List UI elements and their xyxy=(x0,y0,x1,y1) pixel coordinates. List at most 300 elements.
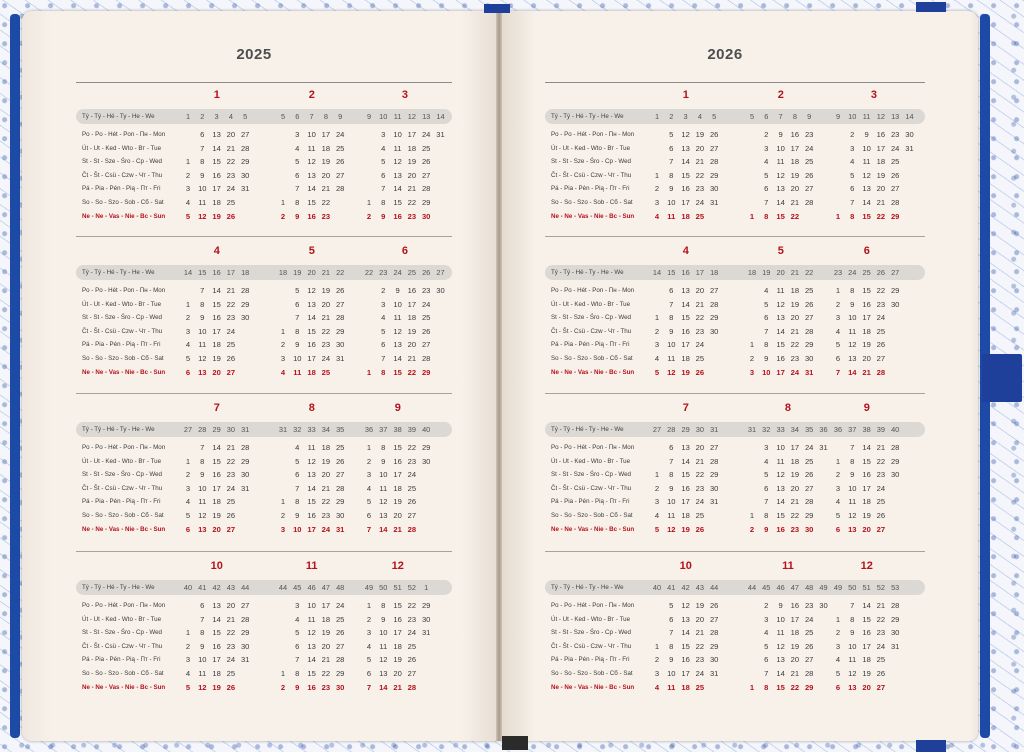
week-number: 4 xyxy=(228,112,233,121)
calendar-date: 4 xyxy=(654,354,660,363)
calendar-date: 10 xyxy=(393,130,402,139)
calendar-date: 18 xyxy=(790,628,800,638)
weekday-label: Čt - Št - Csü - Czw - Чт - Thu xyxy=(551,327,632,335)
calendar-date: 23 xyxy=(695,655,705,665)
calendar-date: 18 xyxy=(862,326,871,336)
week-number: 19 xyxy=(293,268,302,277)
calendar-date: 1 xyxy=(280,497,286,507)
weekday-label: Po - Po - Hét - Pon - Пн - Mon xyxy=(551,444,635,451)
calendar-date: 30 xyxy=(804,354,814,363)
calendar-date: 27 xyxy=(407,669,417,678)
month-number: 7 xyxy=(213,402,220,414)
week-number: 27 xyxy=(183,425,193,434)
calendar-date: 2 xyxy=(185,641,191,651)
calendar-date: 28 xyxy=(335,184,345,194)
calendar-date: 28 xyxy=(804,669,814,678)
calendar-date: 24 xyxy=(695,497,705,507)
calendar-date: 4 xyxy=(835,497,841,507)
calendar-date: 2 xyxy=(185,470,191,480)
calendar-date: 12 xyxy=(198,354,207,363)
calendar-date: 3 xyxy=(381,299,386,309)
calendar-date: 9 xyxy=(200,641,205,651)
calendar-date: 12 xyxy=(393,157,402,167)
calendar-date: 22 xyxy=(695,313,705,323)
weekday-label: Ne - Ne - Vas - Nie - Вс - Sun xyxy=(82,212,166,220)
calendar-date: 11 xyxy=(848,497,857,507)
week-number: 14 xyxy=(183,268,193,277)
calendar-date: 8 xyxy=(295,198,300,207)
calendar-date: 10 xyxy=(198,184,207,194)
calendar-date: 31 xyxy=(819,443,828,452)
pen-loop[interactable] xyxy=(982,354,1022,402)
calendar-date: 16 xyxy=(876,130,886,139)
week-number: 22 xyxy=(336,268,345,277)
calendar-date: 3 xyxy=(764,143,769,153)
calendar-date: 5 xyxy=(764,299,769,309)
calendar-date: 18 xyxy=(212,669,221,678)
week-number: 24 xyxy=(848,268,857,277)
calendar-date: 29 xyxy=(421,443,431,452)
month-number: 9 xyxy=(863,402,870,414)
calendar-date: 29 xyxy=(804,511,814,520)
calendar-date: 26 xyxy=(876,340,886,350)
calendar-date: 31 xyxy=(709,669,719,678)
month-number: 11 xyxy=(305,560,318,572)
sunday-date: 1 xyxy=(749,682,755,692)
calendar-date: 10 xyxy=(848,313,857,323)
calendar-date: 25 xyxy=(226,669,236,678)
weekday-label: St - St - Sze - Śro - Ср - Wed xyxy=(82,314,162,322)
sunday-date: 13 xyxy=(198,524,207,534)
calendar-date: 2 xyxy=(654,483,660,493)
calendar-date: 9 xyxy=(295,511,300,520)
sunday-date: 15 xyxy=(393,367,402,377)
calendar-date: 17 xyxy=(681,669,690,678)
calendar-date: 4 xyxy=(764,157,769,167)
calendar-date: 11 xyxy=(667,354,676,363)
calendar-date: 1 xyxy=(366,601,372,610)
calendar-date: 24 xyxy=(407,470,417,480)
sunday-date: 21 xyxy=(393,524,402,534)
calendar-date: 23 xyxy=(407,456,417,466)
calendar-date: 11 xyxy=(198,669,207,678)
calendar-date: 7 xyxy=(669,157,674,167)
week-number: 26 xyxy=(422,268,431,277)
calendar-date: 25 xyxy=(804,456,814,466)
calendar-date: 31 xyxy=(240,655,250,665)
calendar-date: 15 xyxy=(307,326,316,336)
week-number: 41 xyxy=(667,583,676,592)
calendar-date: 19 xyxy=(695,130,705,139)
calendar-date: 24 xyxy=(335,601,345,610)
calendar-date: 10 xyxy=(307,130,316,139)
calendar-date: 24 xyxy=(804,143,814,153)
sunday-date: 29 xyxy=(890,211,900,221)
calendar-date: 25 xyxy=(876,655,886,665)
calendar-date: 14 xyxy=(681,628,690,638)
calendar-date: 2 xyxy=(654,655,660,665)
calendar-date: 16 xyxy=(776,354,785,363)
calendar-date: 31 xyxy=(436,130,445,139)
week-number: 47 xyxy=(321,583,330,592)
weekday-label: So - So - Szo - Sob - Сб - Sat xyxy=(82,355,164,362)
calendar-date: 14 xyxy=(307,483,316,493)
bookmark-ribbon-bottom[interactable] xyxy=(502,736,528,750)
calendar-date: 15 xyxy=(776,511,785,520)
calendar-date: 17 xyxy=(307,354,316,363)
calendar-date: 29 xyxy=(890,286,900,295)
calendar-date: 5 xyxy=(764,641,769,651)
calendar-date: 29 xyxy=(709,313,719,323)
calendar-date: 25 xyxy=(421,313,431,323)
calendar-date: 17 xyxy=(321,601,331,610)
calendar-date: 21 xyxy=(321,184,331,194)
calendar-date: 15 xyxy=(212,299,221,309)
calendar-date: 18 xyxy=(876,157,886,167)
calendar-date: 10 xyxy=(198,483,207,493)
calendar-date: 25 xyxy=(804,157,814,167)
calendar-date: 27 xyxy=(804,313,814,323)
sunday-date: 12 xyxy=(667,367,676,377)
calendar-date: 8 xyxy=(850,456,855,466)
calendar-date: 19 xyxy=(393,655,402,665)
calendar-date: 6 xyxy=(381,340,386,350)
calendar-date: 11 xyxy=(198,198,207,207)
sunday-date: 7 xyxy=(366,682,372,692)
calendar-date: 26 xyxy=(876,669,886,678)
year-divider xyxy=(545,82,925,83)
calendar-date: 10 xyxy=(776,443,785,452)
month-number: 10 xyxy=(679,560,692,572)
elastic-band-bottom xyxy=(916,740,946,752)
calendar-date: 29 xyxy=(804,340,814,350)
calendar-date: 16 xyxy=(212,313,221,323)
sunday-date: 5 xyxy=(185,682,191,692)
calendar-date: 27 xyxy=(804,655,814,665)
week-number: 1 xyxy=(654,112,660,121)
week-number: 6 xyxy=(764,112,769,121)
week-number: 14 xyxy=(905,112,914,121)
calendar-date: 26 xyxy=(335,286,345,295)
sunday-date: 8 xyxy=(764,682,769,692)
week-number: 30 xyxy=(226,425,235,434)
week-number: 20 xyxy=(776,268,785,277)
calendar-date: 7 xyxy=(295,483,300,493)
sunday-date: 20 xyxy=(212,367,221,377)
calendar-date: 9 xyxy=(200,470,205,480)
calendar-date: 30 xyxy=(890,299,900,309)
calendar-date: 1 xyxy=(280,326,286,336)
week-number: 32 xyxy=(762,425,771,434)
calendar-date: 28 xyxy=(240,286,250,295)
calendar-date: 15 xyxy=(393,601,402,610)
calendar-date: 28 xyxy=(240,143,250,153)
calendar-date: 16 xyxy=(790,601,800,610)
calendar-date: 3 xyxy=(654,340,660,350)
calendar-date: 18 xyxy=(212,198,221,207)
calendar-date: 28 xyxy=(335,483,345,493)
week-number: 50 xyxy=(379,583,388,592)
calendar-date: 2 xyxy=(850,130,855,139)
calendar-date: 10 xyxy=(293,354,302,363)
month-number: 3 xyxy=(401,89,408,101)
calendar-date: 30 xyxy=(709,184,719,194)
calendar-date: 6 xyxy=(295,470,300,480)
calendar-date: 21 xyxy=(876,443,886,452)
calendar-date: 30 xyxy=(709,326,719,336)
calendar-date: 21 xyxy=(226,614,236,624)
calendar-date: 28 xyxy=(890,601,900,610)
calendar-date: 30 xyxy=(709,655,719,665)
week-number: 51 xyxy=(862,583,871,592)
calendar-date: 26 xyxy=(335,157,345,167)
calendar-date: 25 xyxy=(335,143,345,153)
calendar-date: 22 xyxy=(226,628,236,638)
calendar-date: 4 xyxy=(366,641,372,651)
weekday-label: Po - Po - Hét - Pon - Пн - Mon xyxy=(551,602,635,609)
sunday-date: 1 xyxy=(366,367,372,377)
sunday-date: 15 xyxy=(776,211,785,221)
sunday-date: 7 xyxy=(835,367,841,377)
calendar-date: 30 xyxy=(335,340,345,350)
bookmark-ribbon-top[interactable] xyxy=(484,4,510,13)
weekday-label: Čt - Št - Csü - Czw - Чт - Thu xyxy=(82,484,163,492)
calendar-date: 14 xyxy=(776,497,785,507)
week-number: 18 xyxy=(710,268,719,277)
calendar-date: 13 xyxy=(307,299,316,309)
calendar-date: 25 xyxy=(804,628,814,638)
calendar-date: 19 xyxy=(862,669,871,678)
calendar-date: 20 xyxy=(790,655,800,665)
calendar-date: 14 xyxy=(212,143,221,153)
calendar-date: 28 xyxy=(890,443,900,452)
sunday-date: 6 xyxy=(835,524,841,534)
calendar-date: 9 xyxy=(381,456,386,466)
weekday-label: So - So - Szo - Sob - Сб - Sat xyxy=(82,512,164,519)
calendar-date: 16 xyxy=(307,340,316,350)
sunday-date: 29 xyxy=(804,682,814,692)
week-number: 34 xyxy=(790,425,799,434)
calendar-date: 19 xyxy=(790,299,800,309)
week-number: 19 xyxy=(762,268,771,277)
calendar-date: 17 xyxy=(407,130,417,139)
calendar-date: 6 xyxy=(764,184,769,194)
calendar-date: 13 xyxy=(212,130,221,139)
calendar-date: 9 xyxy=(850,470,855,480)
calendar-date: 17 xyxy=(862,641,871,651)
weekday-label: Ne - Ne - Vas - Nie - Вс - Sun xyxy=(82,368,166,376)
week-number: 9 xyxy=(835,112,841,121)
sunday-date: 8 xyxy=(850,211,855,221)
calendar-date: 11 xyxy=(307,443,316,452)
weekday-label: Po - Po - Hét - Pon - Пн - Mon xyxy=(82,602,166,609)
calendar-date: 13 xyxy=(681,286,690,295)
week-number: 10 xyxy=(848,112,857,121)
calendar-date: 3 xyxy=(366,628,372,638)
calendar-date: 10 xyxy=(667,198,676,207)
week-number: 15 xyxy=(198,268,207,277)
calendar-date: 12 xyxy=(307,628,316,638)
calendar-date: 29 xyxy=(240,456,250,466)
sunday-date: 18 xyxy=(681,211,690,221)
calendar-date: 10 xyxy=(198,326,207,336)
weekday-label: Po - Po - Hét - Pon - Пн - Mon xyxy=(82,131,166,138)
calendar-date: 11 xyxy=(393,313,402,323)
calendar-date: 11 xyxy=(198,497,207,507)
sunday-date: 30 xyxy=(804,524,814,534)
calendar-date: 23 xyxy=(876,299,886,309)
calendar-date: 18 xyxy=(321,143,331,153)
week-number: 17 xyxy=(226,268,235,277)
sunday-date: 13 xyxy=(198,367,207,377)
calendar-date: 15 xyxy=(862,286,871,295)
calendar-date: 8 xyxy=(200,456,205,466)
week-number: 38 xyxy=(862,425,871,434)
calendar-date: 29 xyxy=(890,456,900,466)
week-number: 5 xyxy=(280,112,286,121)
calendar-date: 13 xyxy=(776,184,785,194)
calendar-date: 7 xyxy=(381,184,386,194)
calendar-date: 12 xyxy=(848,669,857,678)
sunday-date: 14 xyxy=(379,682,388,692)
calendar-date: 29 xyxy=(709,470,719,480)
month-number: 4 xyxy=(682,245,689,257)
calendar-date: 11 xyxy=(776,286,785,295)
calendar-date: 26 xyxy=(804,470,814,480)
calendar-date: 12 xyxy=(198,511,207,520)
calendar-date: 30 xyxy=(890,628,900,638)
calendar-date: 21 xyxy=(407,354,417,363)
week-number: 31 xyxy=(241,425,250,434)
calendar-date: 21 xyxy=(321,483,331,493)
calendar-date: 15 xyxy=(307,198,316,207)
weekday-label: Čt - Št - Csü - Czw - Чт - Thu xyxy=(551,171,632,179)
calendar-date: 8 xyxy=(200,299,205,309)
calendar-date: 14 xyxy=(862,601,871,610)
calendar-date: 12 xyxy=(307,456,316,466)
calendar-date: 9 xyxy=(395,286,400,295)
calendar-date: 5 xyxy=(669,601,674,610)
calendar-date: 8 xyxy=(381,601,386,610)
week-number: 18 xyxy=(241,268,250,277)
week-number: 10 xyxy=(379,112,388,121)
sunday-date: 5 xyxy=(185,211,191,221)
calendar-date: 22 xyxy=(876,614,886,624)
sunday-date: 28 xyxy=(407,682,417,692)
weekday-label: St - St - Sze - Śro - Ср - Wed xyxy=(82,471,162,479)
calendar-date: 27 xyxy=(240,130,250,139)
sunday-date: 19 xyxy=(212,211,221,221)
calendar-date: 23 xyxy=(321,340,331,350)
sunday-date: 11 xyxy=(667,211,676,221)
calendar-date: 4 xyxy=(366,483,372,493)
calendar-date: 19 xyxy=(212,354,221,363)
calendar-date: 9 xyxy=(850,299,855,309)
calendar-date: 16 xyxy=(790,130,800,139)
month-number: 12 xyxy=(391,560,404,572)
calendar-date: 24 xyxy=(876,313,886,323)
calendar-date: 13 xyxy=(379,669,388,678)
calendar-date: 31 xyxy=(709,497,719,507)
calendar-date: 3 xyxy=(381,130,386,139)
calendar-date: 26 xyxy=(335,628,345,638)
calendar-date: 12 xyxy=(393,326,402,336)
calendar-date: 15 xyxy=(307,669,316,678)
month-number: 5 xyxy=(777,245,784,257)
month-number: 5 xyxy=(308,245,315,257)
calendar-date: 22 xyxy=(695,470,705,480)
calendar-date: 1 xyxy=(280,669,286,678)
sunday-date: 20 xyxy=(212,524,221,534)
calendar-date: 20 xyxy=(790,313,800,323)
calendar-date: 6 xyxy=(764,313,769,323)
calendar-date: 28 xyxy=(890,198,900,207)
calendar-date: 19 xyxy=(212,511,221,520)
sunday-date: 13 xyxy=(848,682,857,692)
month-number: 1 xyxy=(213,89,220,101)
week-number: 25 xyxy=(407,268,416,277)
calendar-date: 1 xyxy=(654,470,660,480)
weekday-label: Ne - Ne - Vas - Nie - Вс - Sun xyxy=(551,368,635,376)
calendar-date: 2 xyxy=(764,601,769,610)
calendar-date: 5 xyxy=(366,655,372,665)
calendar-date: 30 xyxy=(335,511,345,520)
calendar-date: 1 xyxy=(185,456,191,466)
calendar-date: 1 xyxy=(749,511,755,520)
calendar-date: 23 xyxy=(695,326,705,336)
calendar-date: 18 xyxy=(212,497,221,507)
calendar-date: 21 xyxy=(407,184,417,194)
calendar-date: 14 xyxy=(862,198,871,207)
week-number: 44 xyxy=(710,583,719,592)
calendar-date: 3 xyxy=(654,497,660,507)
calendar-date: 6 xyxy=(764,483,769,493)
week-number: 52 xyxy=(876,583,885,592)
calendar-date: 13 xyxy=(681,614,690,624)
week-number: 52 xyxy=(407,583,416,592)
calendar-date: 13 xyxy=(776,313,785,323)
week-number: 51 xyxy=(393,583,402,592)
weekday-label: So - So - Szo - Sob - Сб - Sat xyxy=(551,199,633,206)
calendar-date: 24 xyxy=(890,143,900,153)
week-number: 16 xyxy=(212,268,221,277)
calendar-date: 19 xyxy=(790,470,800,480)
calendar-date: 10 xyxy=(307,601,316,610)
calendar-date: 26 xyxy=(226,511,236,520)
calendar-date: 22 xyxy=(407,198,417,207)
calendar-date: 4 xyxy=(185,497,191,507)
calendar-date: 26 xyxy=(421,326,431,336)
sunday-date: 4 xyxy=(654,682,660,692)
calendar-date: 15 xyxy=(681,170,690,180)
week-number: 34 xyxy=(321,425,330,434)
calendar-date: 15 xyxy=(393,198,402,207)
weekday-label: Út - Ut - Ked - Wto - Вт - Tue xyxy=(551,457,631,465)
calendar-date: 12 xyxy=(307,286,316,295)
calendar-date: 2 xyxy=(366,614,372,624)
sunday-date: 27 xyxy=(226,367,236,377)
sunday-date: 21 xyxy=(862,367,871,377)
weekday-label: Út - Ut - Ked - Wto - Вт - Tue xyxy=(82,144,162,152)
calendar-date: 13 xyxy=(776,655,785,665)
weekday-label: Ne - Ne - Vas - Nie - Вс - Sun xyxy=(551,212,635,220)
calendar-date: 20 xyxy=(695,443,705,452)
calendar-date: 8 xyxy=(295,326,300,336)
calendar-date: 5 xyxy=(381,157,386,167)
calendar-date: 22 xyxy=(876,456,886,466)
calendar-date: 18 xyxy=(862,655,871,665)
weekday-label: St - St - Sze - Śro - Ср - Wed xyxy=(82,158,162,166)
